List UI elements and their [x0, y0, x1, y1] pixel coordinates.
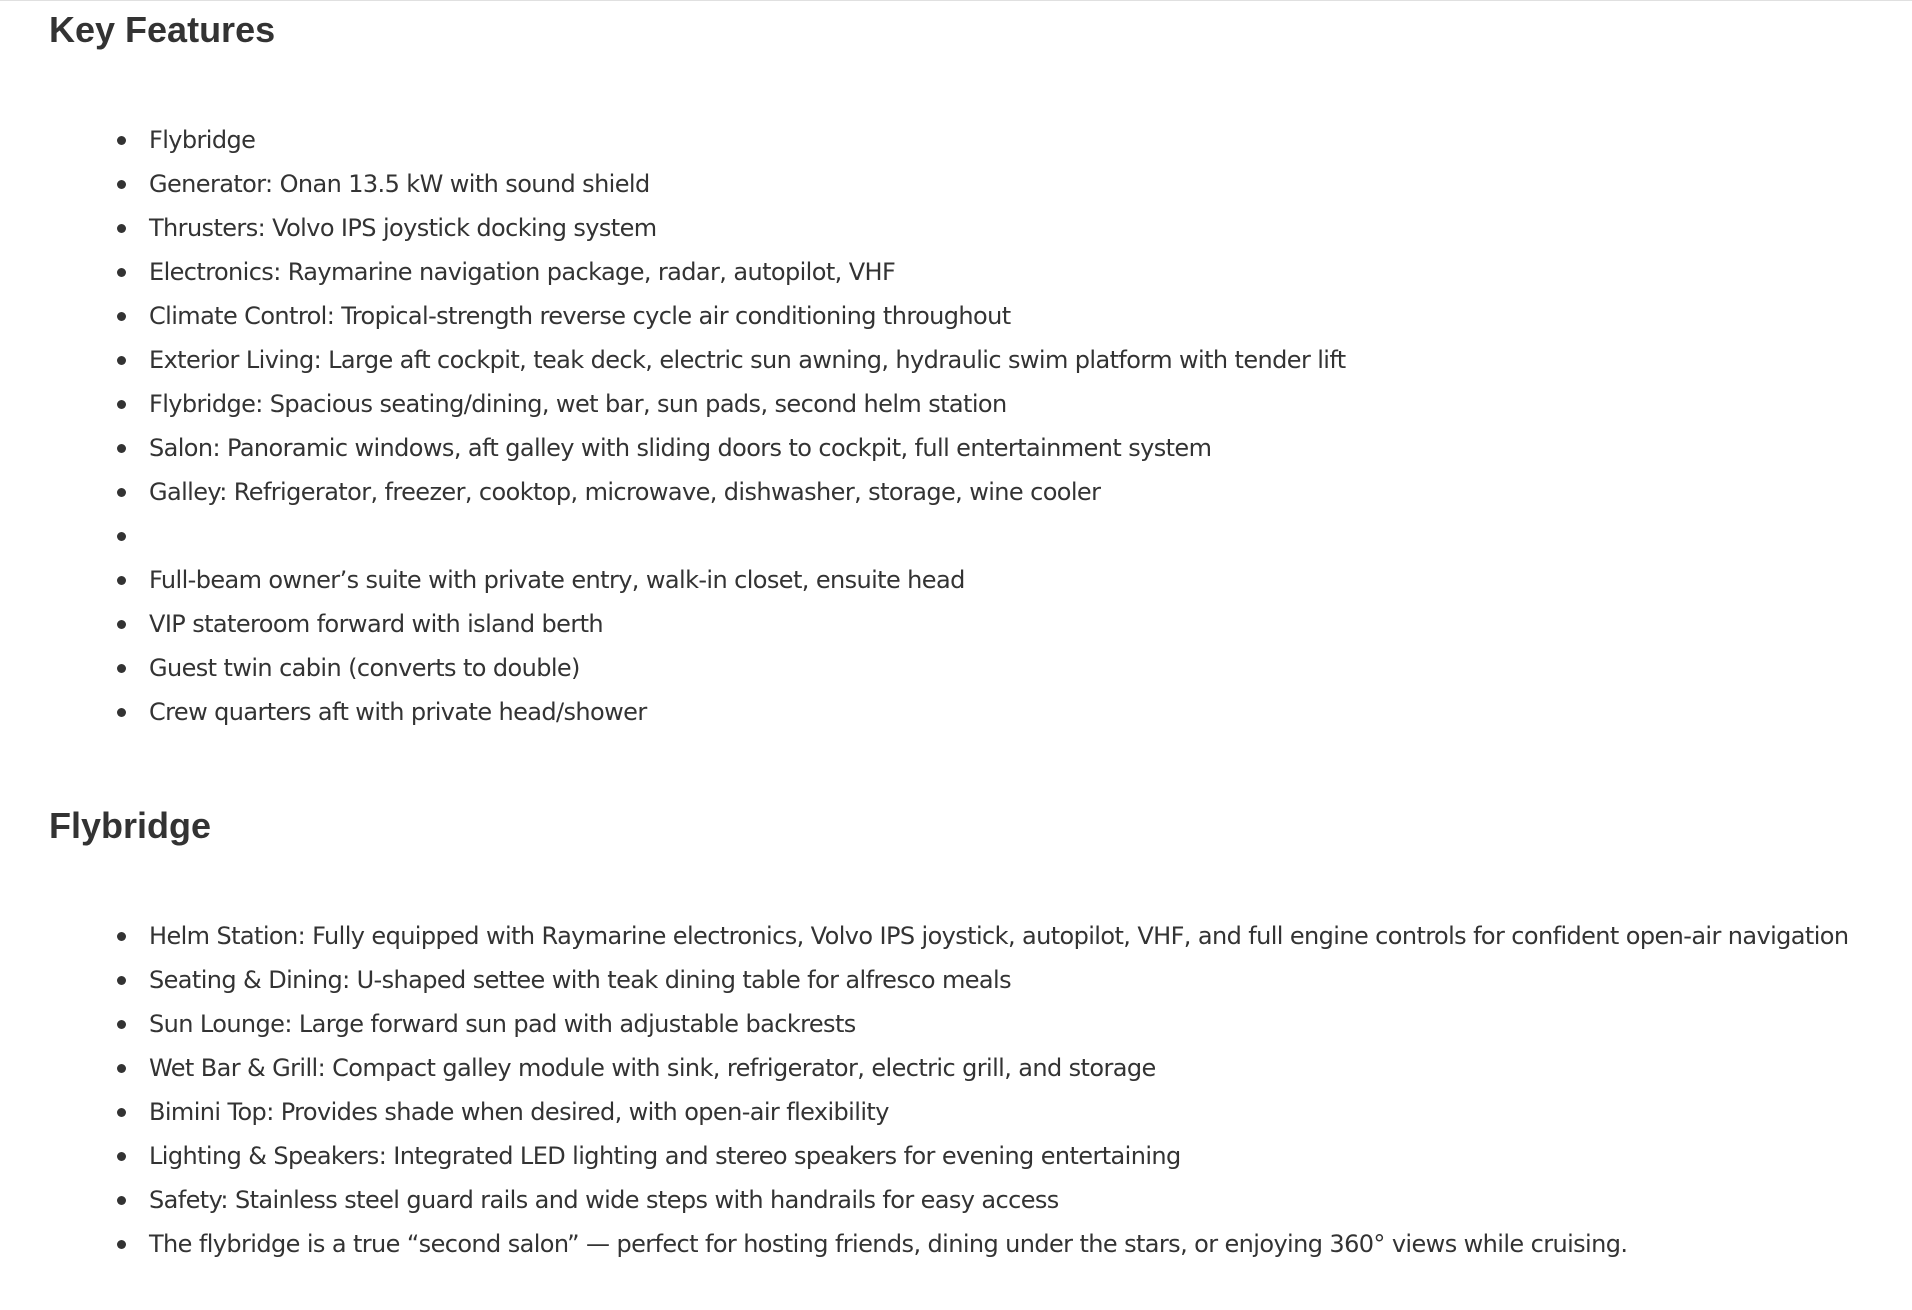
- key-features-list: [0, 118, 1346, 734]
- bullet-icon: [117, 1152, 126, 1161]
- flybridge-list: [0, 914, 1849, 1266]
- bullet-icon: [117, 1020, 126, 1029]
- list-item: Electronics: Raymarine navigation package, radar, autopilot, VHF: [0, 250, 1346, 294]
- bullet-icon: [117, 356, 126, 365]
- list-item-empty: [0, 514, 1346, 558]
- list-item: Sun Lounge: Large forward sun pad with adjustable backrests: [0, 1002, 1849, 1046]
- list-item: Climate Control: Tropical-strength reverse cycle air conditioning throughout: [0, 294, 1346, 338]
- list-item: Exterior Living: Large aft cockpit, teak deck, electric sun awning, hydraulic swim platform with tender lift: [0, 338, 1346, 382]
- list-item: Seating & Dining: U-shaped settee with teak dining table for alfresco meals: [0, 958, 1849, 1002]
- key-features-heading: Key Features: [49, 9, 276, 50]
- bullet-icon: [117, 224, 126, 233]
- bullet-icon: [117, 312, 126, 321]
- list-item: Generator: Onan 13.5 kW with sound shield: [0, 162, 1346, 206]
- bullet-icon: [117, 180, 126, 189]
- bullet-icon: [117, 136, 126, 145]
- bullet-icon: [117, 976, 126, 985]
- list-item: Helm Station: Fully equipped with Raymarine electronics, Volvo IPS joystick, autopilot, VHF, and full engine controls for confident open-air navigation: [0, 914, 1849, 958]
- list-item: Salon: Panoramic windows, aft galley with sliding doors to cockpit, full entertainment system: [0, 426, 1346, 470]
- bullet-icon: [117, 664, 126, 673]
- list-item: Lighting & Speakers: Integrated LED lighting and stereo speakers for evening entertaining: [0, 1134, 1849, 1178]
- bullet-icon: [117, 1064, 126, 1073]
- bullet-icon: [117, 444, 126, 453]
- bullet-icon: [117, 1108, 126, 1117]
- flybridge-heading: Flybridge: [49, 805, 212, 846]
- list-item: Bimini Top: Provides shade when desired, with open-air flexibility: [0, 1090, 1849, 1134]
- bullet-icon: [117, 620, 126, 629]
- list-item: Wet Bar & Grill: Compact galley module with sink, refrigerator, electric grill, and storage: [0, 1046, 1849, 1090]
- bullet-icon: [117, 488, 126, 497]
- bullet-icon: [117, 932, 126, 941]
- list-item: Crew quarters aft with private head/shower: [0, 690, 1346, 734]
- bullet-icon: [117, 532, 126, 541]
- list-item: Full-beam owner’s suite with private entry, walk-in closet, ensuite head: [0, 558, 1346, 602]
- list-item: Guest twin cabin (converts to double): [0, 646, 1346, 690]
- bullet-icon: [117, 708, 126, 717]
- bullet-icon: [117, 1196, 126, 1205]
- list-item: Flybridge: [0, 118, 1346, 162]
- bullet-icon: [117, 576, 126, 585]
- flybridge-section: [0, 796, 1912, 1258]
- list-item: Flybridge: Spacious seating/dining, wet bar, sun pads, second helm station: [0, 382, 1346, 426]
- bullet-icon: [117, 268, 126, 277]
- list-item: Thrusters: Volvo IPS joystick docking system: [0, 206, 1346, 250]
- bullet-icon: [117, 400, 126, 409]
- list-item: Safety: Stainless steel guard rails and wide steps with handrails for easy access: [0, 1178, 1849, 1222]
- bullet-icon: [117, 1240, 126, 1249]
- list-item: Galley: Refrigerator, freezer, cooktop, microwave, dishwasher, storage, wine cooler: [0, 470, 1346, 514]
- list-item: VIP stateroom forward with island berth: [0, 602, 1346, 646]
- list-item: The flybridge is a true “second salon” — perfect for hosting friends, dining under the stars, or enjoying 360° views while cruising.: [0, 1222, 1849, 1266]
